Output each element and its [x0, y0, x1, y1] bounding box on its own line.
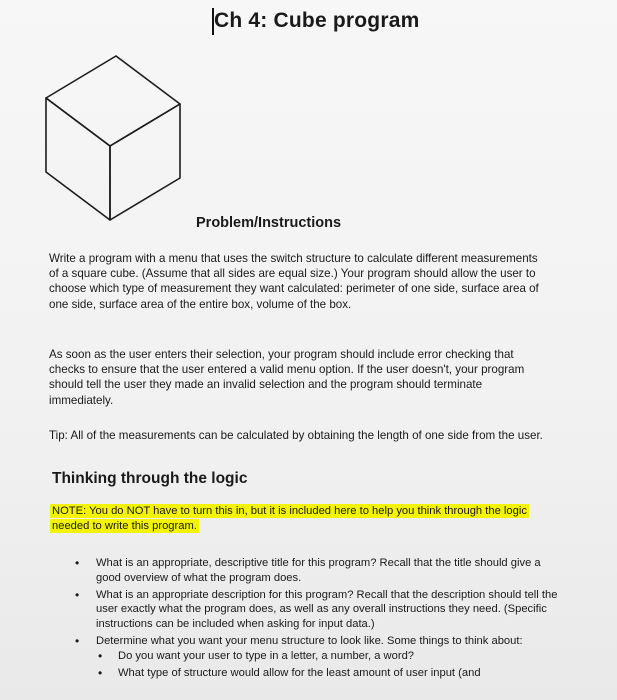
tip-paragraph: Tip: All of the measurements can be calculated by obtaining the length of one side from the user. [49, 429, 543, 442]
sub-bullet-text: What type of structure would allow for the least amount of user input (and [118, 666, 481, 679]
cube-left-face [46, 98, 110, 220]
instructions-paragraph-1: Write a program with a menu that uses the switch structure to calculate different measurements of a square cube. (Assume that all sides are equal size.) Your program should allow the user to choose which type of measurement they want calculated: perimeter of one side, surface area of one side, surface area of the entire box, volume of the box. [49, 252, 539, 311]
bullet-glyph: • [98, 648, 103, 663]
problem-instructions-heading: Problem/Instructions [196, 215, 342, 231]
bullet-glyph: • [75, 556, 80, 570]
thinking-bullet-list [68, 556, 568, 682]
bullet-text: Determine what you want your menu structure to look like. Some things to think about: [96, 634, 523, 647]
instructions-paragraph-2: As soon as the user enters their selection, your program should include error checking that checks to ensure that the user entered a valid menu option. If the user doesn't, your program should tell the user they made an invalid selection and the program should terminate immediately. [49, 348, 525, 407]
bullet-text: What is an appropriate, descriptive title for this program? Recall that the title should give a good overview of what the program does. [96, 557, 541, 584]
sub-list-item [96, 649, 568, 664]
sub-bullet-text: Do you want your user to type in a letter, a number, a word? [118, 649, 415, 662]
cube-illustration [42, 52, 184, 222]
bullet-glyph: • [98, 665, 103, 680]
logic-section-heading: Thinking through the logic [52, 470, 248, 487]
menu-considerations-sublist [96, 649, 568, 681]
list-item [68, 634, 568, 680]
sub-list-item [96, 666, 568, 681]
cube-right-face [110, 104, 180, 220]
list-item [68, 556, 568, 586]
list-item [68, 588, 568, 632]
bullet-glyph: • [75, 587, 80, 602]
page-title: Ch 4: Cube program [214, 9, 420, 32]
highlighted-note [50, 504, 545, 546]
cube-top-face [46, 56, 180, 146]
bullet-glyph: • [75, 633, 80, 648]
bullet-text: What is an appropriate description for this program? Recall that the description should tell the user exactly what the program does, as well as any overall instructions they need. (Specific instructions can be included when asking for input data.) [96, 588, 558, 631]
note-text: NOTE: You do NOT have to turn this in, but it is included here to help you think through the logic needed to write this program. [52, 505, 527, 532]
